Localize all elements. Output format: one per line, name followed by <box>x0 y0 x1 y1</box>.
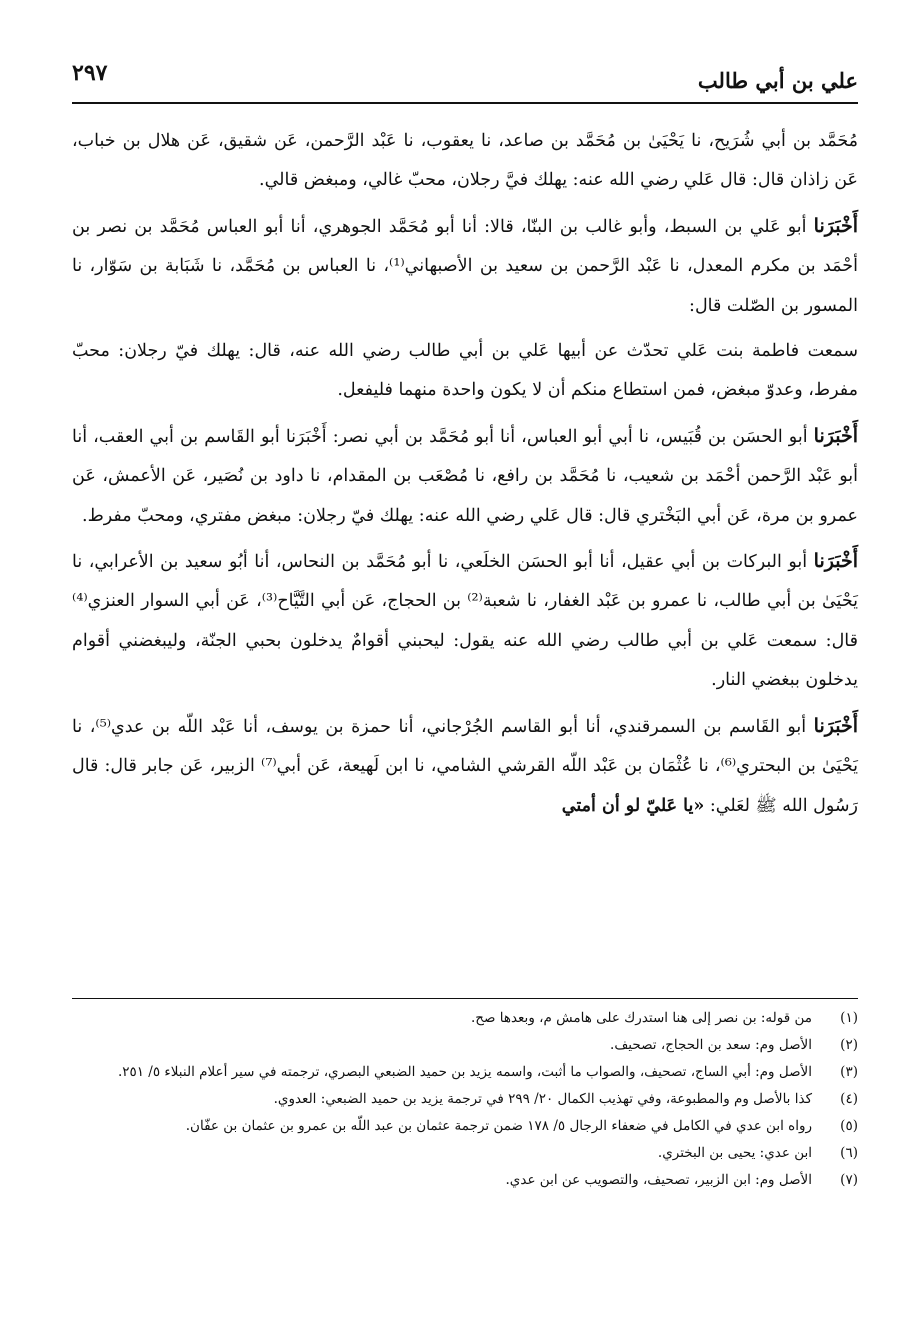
footnote <box>72 1113 858 1140</box>
footnote-number: (١) <box>840 1010 858 1026</box>
footnote-number: (٦) <box>840 1145 858 1161</box>
paragraph-text: أبو عَلي بن السبط، وأبو غالب بن البنّا، قالا: أنا أبو مُحَمَّد الجوهري، أنا أبو العباس مُحَمَّد بن نصر بن أحْمَد بن مكرم المعدل، نا عَبْد الرَّحمن بن سعيد بن الأصبهاني⁽¹⁾، نا العباس بن مُحَمَّد، نا شَبَابة بن سَوّار، نا المسور بن الصّلت قال: <box>72 216 858 316</box>
paragraph-text: أبو القَاسم بن السمرقندي، أنا أبو القاسم الجُرْجاني، أنا حمزة بن يوسف، أنا عَبْد اللّه بن عدي⁽⁵⁾، نا يَحْيَىٰ بن البحتري⁽⁶⁾، نا عُثْمَان بن عَبْد اللّه القرشي الشامي، نا ابن لَهيعة، عَن أبي⁽⁷⁾ الزبير، عَن جابر قال: قال رَسُول الله ﷺ لعَلي: <box>72 716 858 816</box>
page-number: ٢٩٧ <box>72 60 108 86</box>
main-text <box>72 122 858 826</box>
footnote-text: من قوله: بن نصر إلى هنا استدرك على هامش م، وبعدها صح. <box>470 1010 812 1026</box>
footnote-text: الأصل وم: ابن الزبير، تصحيف، والتصويب عن ابن عدي. <box>505 1172 812 1188</box>
paragraph-text: مُحَمَّد بن أبي شُرَيح، نا يَحْيَىٰ بن مُحَمَّد بن صاعد، نا يعقوب، نا عَبْد الرَّحمن، عَن شقيق، عَن هلال بن خباب، عَن زاذان قال: قال عَلي رضي الله عنه: يهلك فيَّ رجلان، محبّ غالي، ومبغض قالي. <box>72 131 858 191</box>
paragraph-text: أبو البركات بن أبي عقيل، أنا أبو الحسَن الخلَعي، نا أبو مُحَمَّد بن النحاس، أنا أبُو سعيد بن الأعرابي، نا يَحْيَىٰ بن أبي طالب، نا عمرو بن عَبْد الغفار، نا شعبة⁽²⁾ بن الحجاج، عَن أبي التَّيَّاح⁽³⁾، عَن أبي السوار العنزي⁽⁴⁾ قال: سمعت عَلي بن أبي طالب رضي الله عنه يقول: ليحبني أقوامٌ يدخلون بحبي الجنّة، وليبغضني أقوام يدخلون ببغضي النار. <box>72 552 858 691</box>
book-page <box>72 58 858 1288</box>
footnotes <box>72 998 858 1194</box>
paragraph-lead: أَخْبَرَنا <box>813 424 858 447</box>
paragraph-text: أبو الحسَن بن قُبَيس، نا أبي أبو العباس، أنا أبو مُحَمَّد بن أبي نصر: أَخْبَرَنا أبو القَاسم بن أبي العقب، أنا أبو عَبْد الرَّحمن أحْمَد بن شعيب، نا مُحَمَّد بن رافع، نا مُصْعَب بن المقدام، نا داود بن نُصَير، عَن الأعمش، عَن عمرو بن مرة، عَن أبي البَخْتري قال: قال عَلي رضي الله عنه: يهلك فيّ رجلان: مبغض مفتري، ومحبّ مفرط. <box>72 426 858 526</box>
footnote-text: رواه ابن عدي في الكامل في ضعفاء الرجال ٥/ ١٧٨ ضمن ترجمة عثمان بن عبد اللّه بن عمرو بن عثمان بن عفّان. <box>185 1118 812 1134</box>
footnote-text: الأصل وم: سعد بن الحجاج، تصحيف. <box>610 1037 812 1053</box>
running-header <box>72 58 858 104</box>
footnote <box>72 1140 858 1167</box>
footnote <box>72 1167 858 1194</box>
footnote <box>72 1086 858 1113</box>
hadith-quote: «يا عَليّ لو أن أمتي <box>561 795 705 816</box>
paragraph-5 <box>72 542 858 701</box>
paragraph-6 <box>72 707 858 826</box>
footnote-text: ابن عدي: يحيى بن البختري. <box>657 1145 812 1161</box>
footnote <box>72 1005 858 1032</box>
paragraph-2 <box>72 207 858 326</box>
footnote-number: (٣) <box>840 1064 858 1080</box>
footnote-number: (٢) <box>840 1037 858 1053</box>
paragraph-4 <box>72 417 858 536</box>
footnote-text: الأصل وم: أبي الساج، تصحيف، والصواب ما أثبت، واسمه يزيد بن حميد الضبعي البصري، ترجمته في سير أعلام النبلاء ٥/ ٢٥١. <box>117 1064 812 1080</box>
footnote-number: (٥) <box>840 1118 858 1134</box>
footnote-number: (٤) <box>840 1091 858 1107</box>
paragraph-3 <box>72 332 858 411</box>
paragraph-lead: أَخْبَرَنا <box>813 714 858 737</box>
paragraph-1 <box>72 122 858 201</box>
header-title: علي بن أبي طالب <box>697 68 858 93</box>
paragraph-lead: أَخْبَرَنا <box>813 550 858 573</box>
paragraph-text: سمعت فاطمة بنت عَلي تحدّث عن أبيها عَلي بن أبي طالب رضي الله عنه، قال: يهلك فيّ رجلان: محبّ مفرط، وعدوّ مبغض، فمن استطاع منكم أن لا يكون واحدة منهما فليفعل. <box>72 341 858 401</box>
footnote <box>72 1032 858 1059</box>
paragraph-lead: أَخْبَرَنا <box>813 214 858 237</box>
footnote-text: كذا بالأصل وم والمطبوعة، وفي تهذيب الكمال ٢٠/ ٢٩٩ في ترجمة يزيد بن حميد الضبعي: العدوي. <box>273 1091 812 1107</box>
footnote-number: (٧) <box>840 1172 858 1188</box>
footnote <box>72 1059 858 1086</box>
